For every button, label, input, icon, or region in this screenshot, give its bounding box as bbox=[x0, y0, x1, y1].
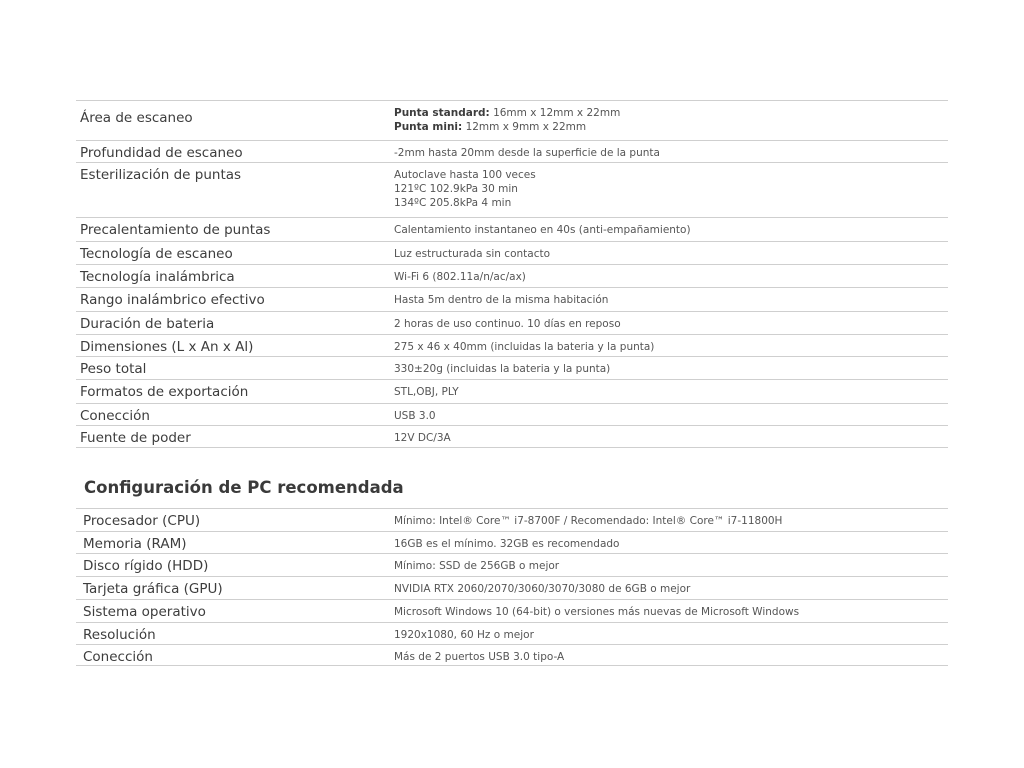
spec-value-line bbox=[394, 340, 654, 354]
pc-config-value: 1920x1080, 60 Hz o mejor bbox=[394, 629, 534, 641]
spec-value bbox=[394, 146, 660, 160]
spec-row bbox=[76, 287, 948, 311]
spec-label: Formatos de exportación bbox=[80, 384, 249, 400]
spec-value bbox=[394, 293, 608, 307]
spec-value-key: Punta mini: bbox=[394, 121, 463, 133]
spec-value bbox=[394, 223, 691, 237]
spec-value-line bbox=[394, 106, 620, 120]
pc-config-table bbox=[76, 508, 948, 666]
pc-config-value: Microsoft Windows 10 (64-bit) o versiones más nuevas de Microsoft Windows bbox=[394, 606, 800, 618]
spec-value bbox=[394, 270, 526, 284]
spec-value bbox=[394, 340, 654, 354]
spec-value-line bbox=[394, 362, 610, 376]
spec-label: Rango inalámbrico efectivo bbox=[80, 292, 265, 308]
spec-value bbox=[394, 317, 621, 331]
spec-value-line bbox=[394, 223, 691, 237]
spec-value-text: Hasta 5m dentro de la misma habitación bbox=[394, 294, 609, 306]
spec-value-text: 12V DC/3A bbox=[394, 432, 451, 444]
pc-config-value: Mínimo: Intel® Core™ i7-8700F / Recomendado: Intel® Core™ i7-11800H bbox=[394, 515, 783, 527]
spec-value-line bbox=[394, 168, 536, 182]
pc-config-label: Sistema operativo bbox=[83, 604, 206, 620]
spec-value-line bbox=[394, 182, 536, 196]
spec-label: Área de escaneo bbox=[80, 110, 193, 126]
spec-value-text: STL,OBJ, PLY bbox=[394, 386, 459, 398]
spec-value-line bbox=[394, 293, 608, 307]
spec-value bbox=[394, 385, 459, 399]
spec-value-line bbox=[394, 120, 620, 134]
spec-row bbox=[76, 241, 948, 264]
spec-row bbox=[76, 264, 948, 287]
specs-table bbox=[76, 100, 948, 448]
spec-value-line bbox=[394, 270, 526, 284]
spec-value-key: Punta standard: bbox=[394, 107, 490, 119]
spec-value-text: 12mm x 9mm x 22mm bbox=[462, 121, 587, 133]
pc-config-label: Procesador (CPU) bbox=[83, 513, 201, 529]
spec-row bbox=[76, 162, 948, 217]
spec-row bbox=[76, 356, 948, 379]
spec-value bbox=[394, 409, 436, 423]
spec-value-text: -2mm hasta 20mm desde la superficie de la punta bbox=[394, 147, 660, 159]
spec-value-text: 134ºC 205.8kPa 4 min bbox=[394, 197, 512, 209]
pc-config-value: Mínimo: SSD de 256GB o mejor bbox=[394, 560, 560, 572]
spec-value bbox=[394, 106, 620, 134]
spec-row bbox=[76, 379, 948, 403]
pc-config-value: NVIDIA RTX 2060/2070/3060/3070/3080 de 6GB o mejor bbox=[394, 583, 691, 595]
spec-value-line bbox=[394, 431, 451, 445]
spec-row bbox=[76, 334, 948, 356]
spec-value-line bbox=[394, 247, 550, 261]
pc-config-value: Más de 2 puertos USB 3.0 tipo-A bbox=[394, 651, 565, 663]
pc-config-row bbox=[76, 531, 948, 553]
spec-label: Tecnología de escaneo bbox=[80, 246, 233, 262]
spec-value bbox=[394, 247, 550, 261]
spec-value-text: Luz estructurada sin contacto bbox=[394, 248, 551, 260]
spec-value-text: Autoclave hasta 100 veces bbox=[394, 169, 536, 181]
spec-value-text: 121ºC 102.9kPa 30 min bbox=[394, 183, 518, 195]
spec-row bbox=[76, 425, 948, 448]
spec-row bbox=[76, 140, 948, 162]
spec-value bbox=[394, 431, 451, 445]
spec-value-text: Wi-Fi 6 (802.11a/n/ac/ax) bbox=[394, 271, 526, 283]
spec-value-text: USB 3.0 bbox=[394, 410, 436, 422]
pc-config-label: Memoria (RAM) bbox=[83, 536, 187, 552]
pc-config-row bbox=[76, 644, 948, 666]
spec-label: Precalentamiento de puntas bbox=[80, 222, 271, 238]
spec-value-text: 16mm x 12mm x 22mm bbox=[489, 107, 621, 119]
spec-row bbox=[76, 403, 948, 425]
pc-config-value: 16GB es el mínimo. 32GB es recomendado bbox=[394, 538, 620, 550]
spec-label: Conección bbox=[80, 408, 150, 424]
spec-value-text: Calentamiento instantaneo en 40s (anti-empañamiento) bbox=[394, 224, 691, 236]
spec-label: Duración de bateria bbox=[80, 316, 215, 332]
spec-value-text: 275 x 46 x 40mm (incluidas la bateria y la punta) bbox=[394, 341, 655, 353]
pc-config-row bbox=[76, 508, 948, 531]
pc-config-label: Resolución bbox=[83, 627, 156, 643]
spec-label: Esterilización de puntas bbox=[80, 167, 242, 183]
pc-config-row bbox=[76, 622, 948, 644]
spec-value-line bbox=[394, 409, 436, 423]
pc-config-row bbox=[76, 576, 948, 599]
spec-row bbox=[76, 100, 948, 140]
pc-config-label: Tarjeta gráfica (GPU) bbox=[83, 581, 223, 597]
pc-config-label: Conección bbox=[83, 649, 153, 665]
spec-label: Peso total bbox=[80, 361, 147, 377]
spec-value-text: 330±20g (incluidas la bateria y la punta) bbox=[394, 363, 611, 375]
spec-value bbox=[394, 362, 610, 376]
spec-value-line bbox=[394, 385, 459, 399]
spec-row bbox=[76, 311, 948, 334]
spec-value bbox=[394, 168, 536, 210]
spec-value-text: 2 horas de uso continuo. 10 días en reposo bbox=[394, 318, 621, 330]
pc-config-row bbox=[76, 599, 948, 622]
pc-config-row bbox=[76, 553, 948, 576]
pc-config-title: Configuración de PC recomendada bbox=[84, 478, 404, 497]
spec-row bbox=[76, 217, 948, 241]
pc-config-label: Disco rígido (HDD) bbox=[83, 558, 209, 574]
spec-value-line bbox=[394, 196, 536, 210]
spec-value-line bbox=[394, 317, 621, 331]
spec-label: Dimensiones (L x An x Al) bbox=[80, 339, 254, 355]
spec-label: Tecnología inalámbrica bbox=[80, 269, 235, 285]
spec-value-line bbox=[394, 146, 660, 160]
spec-label: Profundidad de escaneo bbox=[80, 145, 243, 161]
spec-label: Fuente de poder bbox=[80, 430, 191, 446]
